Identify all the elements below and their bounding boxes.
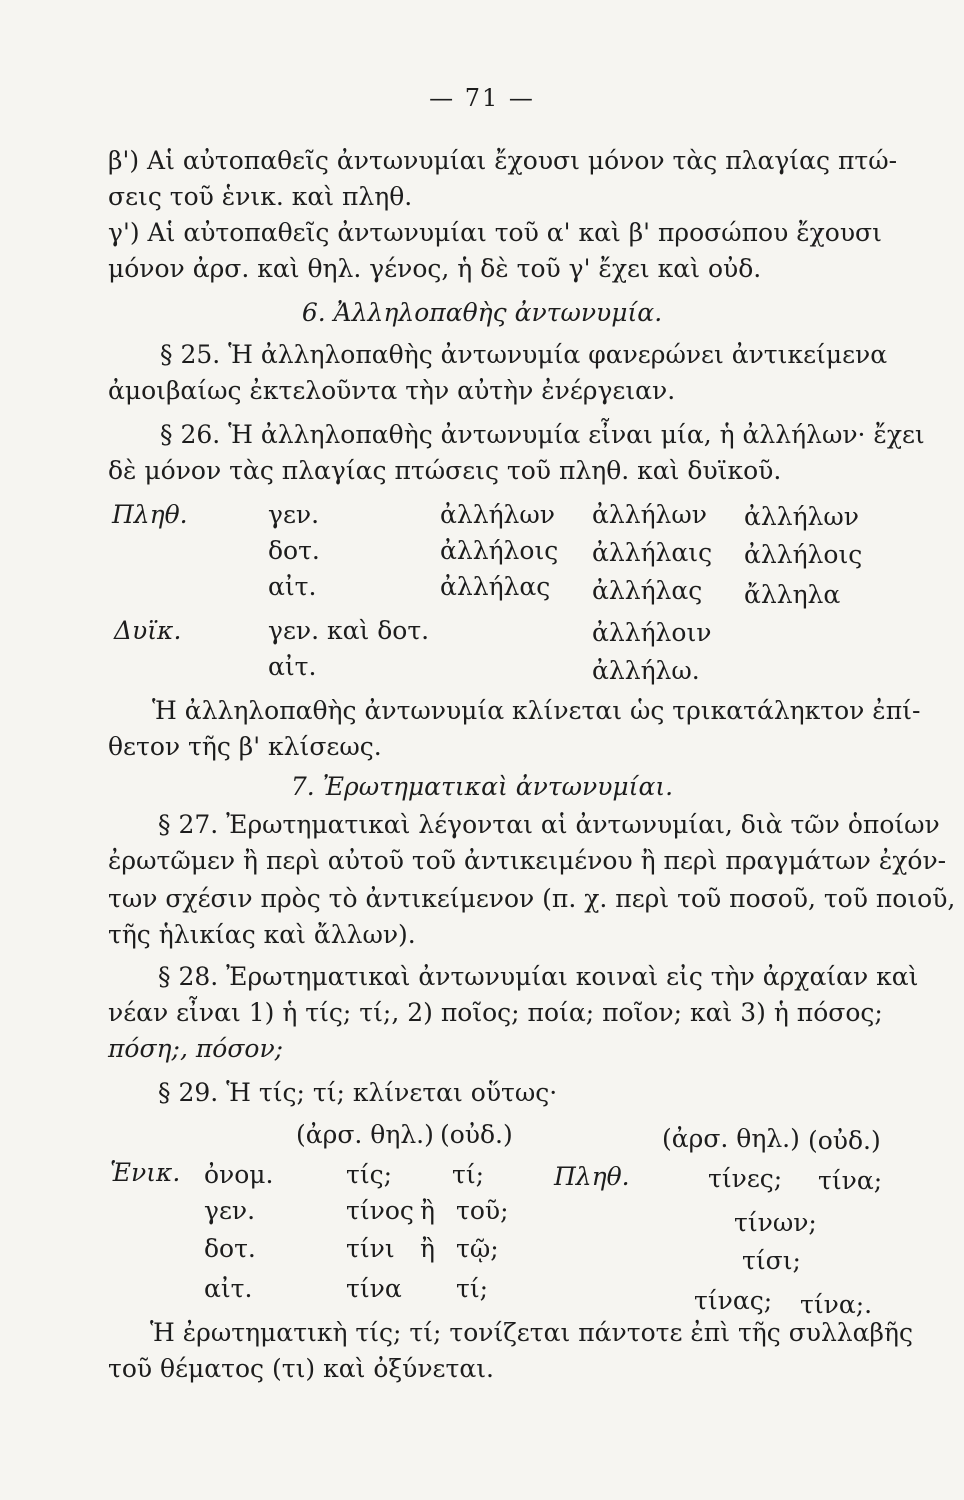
case-label: γεν. καὶ δοτ. — [268, 616, 430, 645]
form-cell: τίσι; — [742, 1246, 801, 1275]
form-cell: τίνων; — [734, 1208, 817, 1237]
form-cell: ἀλλήλων — [440, 500, 555, 529]
form-cell: ἀλλήλας — [592, 576, 703, 605]
form-cell: τίνα;. — [800, 1290, 873, 1319]
gender-header: (οὐδ.) — [440, 1120, 513, 1149]
closing-line-1: Ἡ ἐρωτηματικὴ τίς; τί; τονίζεται πάντοτε ἐπὶ τῆς συλλαβῆς — [150, 1318, 913, 1347]
dual-label: Δυϊκ. — [114, 616, 182, 645]
case-label: αἰτ. — [268, 572, 317, 601]
form-cell: τίνα; — [818, 1166, 883, 1195]
form-cell: τίνες; — [708, 1164, 783, 1193]
declension-note-line-2: θετον τῆς β' κλίσεως. — [108, 732, 382, 761]
or-word: ἢ — [420, 1234, 435, 1263]
form-cell: τίνας; — [694, 1286, 773, 1315]
form-cell: τίνος — [346, 1196, 414, 1225]
section-27-line-1: § 27. Ἐρωτηματικαὶ λέγονται αἱ ἀντωνυμίαι, διὰ τῶν ὁποίων — [158, 810, 940, 839]
section-27-line-3: των σχέσιν πρὸς τὸ ἀντικείμενον (π. χ. περὶ τοῦ ποσοῦ, τοῦ ποιοῦ, — [108, 884, 956, 913]
form-cell: τί; — [456, 1274, 489, 1303]
plural-label: Πληθ. — [112, 500, 188, 529]
gender-header: (ἀρσ. θηλ.) — [296, 1120, 434, 1149]
section-28-line-1: § 28. Ἐρωτηματικαὶ ἀντωνυμίαι κοιναὶ εἰς τὴν ἀρχαίαν καὶ — [158, 962, 919, 991]
declension-note-line-1: Ἡ ἀλληλοπαθὴς ἀντωνυμία κλίνεται ὡς τρικατάληκτον ἐπί- — [152, 696, 921, 725]
form-cell: τίς; — [346, 1160, 393, 1189]
form-cell: ἀλλήλοις — [440, 536, 559, 565]
form-cell: τῷ; — [456, 1234, 499, 1263]
section-26-line-1: § 26. Ἡ ἀλληλοπαθὴς ἀντωνυμία εἶναι μία, ἡ ἀλλήλων· ἔχει — [160, 420, 925, 449]
section-27-line-4: τῆς ἡλικίας καὶ ἄλλων). — [108, 920, 416, 949]
form-cell: ἀλλήλαις — [592, 538, 713, 567]
form-cell: τίνι — [346, 1234, 395, 1263]
section-25-line-1: § 25. Ἡ ἀλληλοπαθὴς ἀντωνυμία φανερώνει ἀντικείμενα — [160, 340, 888, 369]
section-28-line-3: πόση;, πόσον; — [108, 1034, 284, 1063]
closing-line-2: τοῦ θέματος (τι) καὶ ὀξύνεται. — [108, 1354, 494, 1383]
paragraph-beta-line-2: σεις τοῦ ἑνικ. καὶ πληθ. — [108, 182, 413, 211]
case-label: αἰτ. — [204, 1274, 253, 1303]
case-label: δοτ. — [204, 1234, 256, 1263]
case-label: ὀνομ. — [204, 1160, 274, 1189]
gender-header: (ἀρσ. θηλ.) — [662, 1124, 800, 1153]
page-number: — 71 — — [429, 84, 535, 112]
form-cell: ἀλλήλοιν — [592, 618, 712, 647]
case-label: δοτ. — [268, 536, 320, 565]
form-cell: τίνα — [346, 1274, 402, 1303]
form-cell: τοῦ; — [456, 1196, 509, 1225]
section-26-line-2: δὲ μόνον τὰς πλαγίας πτώσεις τοῦ πληθ. καὶ δυϊκοῦ. — [108, 456, 782, 485]
gender-header: (οὐδ.) — [808, 1126, 881, 1155]
form-cell: ἀλλήλω. — [592, 656, 700, 685]
section-heading-7: 7. Ἐρωτηματικαὶ ἀντωνυμίαι. — [290, 772, 674, 801]
section-29-line: § 29. Ἡ τίς; τί; κλίνεται οὕτως· — [158, 1078, 558, 1107]
case-label: γεν. — [204, 1196, 256, 1225]
form-cell: ἀλλήλας — [440, 572, 551, 601]
section-28-line-2: νέαν εἶναι 1) ἡ τίς; τί;, 2) ποῖος; ποία; ποῖον; καὶ 3) ἡ πόσος; — [108, 998, 883, 1027]
paragraph-gamma-line-1: γ') Αἱ αὐτοπαθεῖς ἀντωνυμίαι τοῦ α' καὶ β' προσώπου ἔχουσι — [108, 218, 882, 247]
form-cell: ἀλλήλων — [592, 500, 707, 529]
section-27-line-2: ἐρωτῶμεν ἢ περὶ αὐτοῦ τοῦ ἀντικειμένου ἢ περὶ πραγμάτων ἐχόν- — [108, 846, 947, 875]
form-cell: ἀλλήλοις — [744, 540, 863, 569]
plural-label: Πληθ. — [554, 1162, 630, 1191]
case-label: αἰτ. — [268, 652, 317, 681]
singular-label: Ἑνικ. — [110, 1158, 181, 1187]
form-cell: ἀλλήλων — [744, 502, 859, 531]
paragraph-gamma-line-2: μόνον ἀρσ. καὶ θηλ. γένος, ἡ δὲ τοῦ γ' ἔχει καὶ οὐδ. — [108, 254, 762, 283]
section-heading-6: 6. Ἀλληλοπαθὴς ἀντωνυμία. — [301, 298, 663, 327]
form-cell: ἄλληλα — [744, 580, 841, 609]
form-cell: τί; — [452, 1160, 485, 1189]
section-25-line-2: ἀμοιβαίως ἐκτελοῦντα τὴν αὐτὴν ἐνέργειαν. — [108, 376, 676, 405]
case-label: γεν. — [268, 500, 320, 529]
paragraph-beta-line-1: β') Αἱ αὐτοπαθεῖς ἀντωνυμίαι ἔχουσι μόνον τὰς πλαγίας πτώ- — [108, 146, 898, 175]
or-word: ἢ — [420, 1196, 435, 1225]
